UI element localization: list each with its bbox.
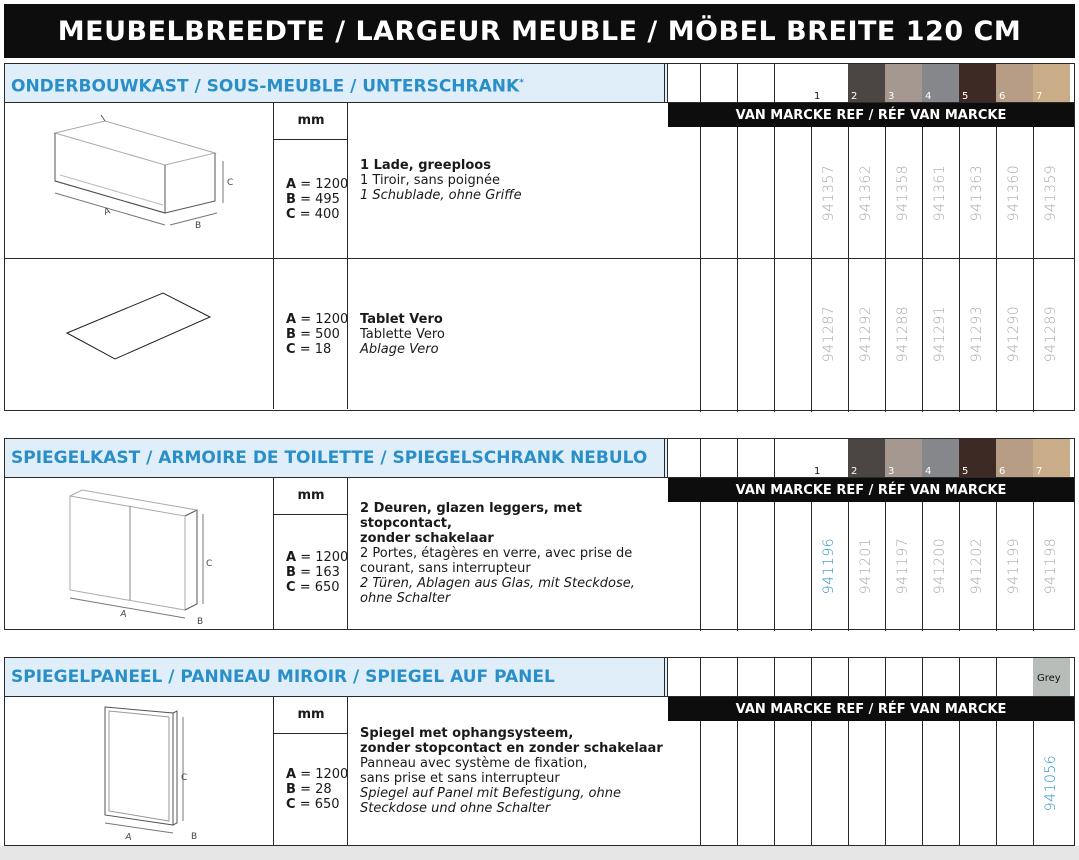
svg-text:C: C — [206, 559, 213, 569]
ref-number: 941202 — [969, 537, 986, 594]
tablet-shelf-icon — [5, 259, 273, 409]
ref-number: 941362 — [858, 164, 875, 221]
section-onderbouwkast — [4, 63, 1075, 411]
section-header — [5, 658, 1074, 697]
footer-bar — [0, 846, 1079, 860]
product-image-mirror-panel — [5, 697, 273, 845]
ref-number: 941291 — [932, 305, 949, 363]
ref-number: 941357 — [821, 164, 838, 221]
description: 1 Lade, greeploos 1 Tiroir, sans poignée 1 Schublade, ohne Griffe — [347, 103, 668, 258]
dimensions: A = 1200 B = 28 C = 650 — [273, 734, 347, 845]
color-swatch-1: 1 — [811, 439, 848, 477]
dimensions: A = 1200 B = 500 C = 18 — [273, 259, 347, 409]
product-image-tablet — [5, 259, 273, 409]
svg-text:A: A — [102, 206, 112, 218]
svg-text:A: A — [124, 832, 133, 844]
ref-number: 941199 — [1006, 537, 1023, 594]
description: 2 Deuren, glazen leggers, met stopcontact, zonder schakelaar 2 Portes, étagères en verre, avec prise de courant, sans interrupteur 2 Türen, Ablagen aus Glas, mit Steckdose, ohne Schalter — [347, 478, 668, 629]
product-image-drawer-cabinet — [5, 103, 273, 258]
ref-number: 941287 — [821, 305, 838, 363]
color-swatch-5: 5 — [959, 64, 996, 102]
mm-header: mm — [273, 103, 348, 140]
ref-number: 941360 — [1006, 164, 1023, 221]
mirror-cabinet-icon — [5, 478, 273, 629]
ref-number: 941361 — [932, 164, 949, 221]
section-title: ONDERBOUWKAST / SOUS-MEUBLE / UNTERSCHRANK* — [5, 64, 668, 102]
ref-number: 941289 — [1043, 305, 1060, 363]
svg-text:B: B — [191, 832, 198, 842]
svg-text:C: C — [227, 178, 234, 188]
section-title: SPIEGELPANEEL / PANNEAU MIROIR / SPIEGEL AUF PANEL — [5, 658, 668, 696]
van-marcke-ref-header: VAN MARCKE REF / RÉF VAN MARCKE — [668, 478, 1074, 502]
ref-number: 941288 — [895, 305, 912, 363]
section-spiegelkast — [4, 438, 1075, 630]
ref-number: 941293 — [969, 305, 986, 363]
color-swatch-4: 4 — [922, 64, 959, 102]
svg-text:B: B — [197, 617, 204, 627]
ref-number: 941201 — [858, 537, 875, 594]
ref-number: 941358 — [895, 164, 912, 221]
ref-number: 941056 — [1043, 754, 1060, 812]
ref-number: 941200 — [932, 537, 949, 594]
dimensions: A = 1200 B = 163 C = 650 — [273, 515, 347, 629]
description: Spiegel met ophangsysteem, zonder stopcontact en zonder schakelaar Panneau avec système de fixation, sans prise et sans interrupteur Spiegel auf Panel mit Befestigung, ohne Steckdose und ohne Schalter — [347, 697, 668, 845]
page-banner: MEUBELBREEDTE / LARGEUR MEUBLE / MÖBEL BREITE 120 CM — [4, 4, 1075, 58]
color-swatch-5: 5 — [959, 439, 996, 477]
svg-text:A: A — [119, 609, 128, 621]
ref-number: 941198 — [1043, 537, 1060, 594]
drawer-cabinet-icon — [5, 103, 273, 258]
ref-number: 941290 — [1006, 305, 1023, 363]
dimensions: A = 1200 B = 495 C = 400 — [273, 140, 347, 258]
section-title: SPIEGELKAST / ARMOIRE DE TOILETTE / SPIEGELSCHRANK NEBULO — [5, 439, 668, 477]
color-swatch-7: 7 — [1033, 439, 1070, 477]
svg-text:C: C — [181, 773, 188, 783]
color-swatch-7: 7 — [1033, 64, 1070, 102]
mm-header: mm — [273, 478, 348, 515]
ref-number: 941292 — [858, 305, 875, 363]
color-swatch-2: 2 — [848, 64, 885, 102]
color-swatch-3: 3 — [885, 64, 922, 102]
color-swatch-6: 6 — [996, 439, 1033, 477]
ref-number: 941363 — [969, 164, 986, 221]
van-marcke-ref-header: VAN MARCKE REF / RÉF VAN MARCKE — [668, 697, 1074, 721]
ref-number: 941197 — [895, 537, 912, 594]
color-swatch-grey: Grey — [1033, 658, 1070, 696]
product-image-mirror-cabinet — [5, 478, 273, 629]
ref-number: 941359 — [1043, 164, 1060, 221]
section-spiegelpaneel — [4, 657, 1075, 846]
description: Tablet Vero Tablette Vero Ablage Vero — [347, 259, 668, 409]
color-swatch-4: 4 — [922, 439, 959, 477]
svg-text:B: B — [195, 221, 202, 231]
color-swatch-6: 6 — [996, 64, 1033, 102]
color-swatch-2: 2 — [848, 439, 885, 477]
color-swatch-1: 1 — [811, 64, 848, 102]
ref-number: 941196 — [821, 537, 838, 594]
mm-header: mm — [273, 697, 348, 734]
van-marcke-ref-header: VAN MARCKE REF / RÉF VAN MARCKE — [668, 103, 1074, 127]
color-swatch-3: 3 — [885, 439, 922, 477]
mirror-panel-icon — [5, 697, 273, 845]
